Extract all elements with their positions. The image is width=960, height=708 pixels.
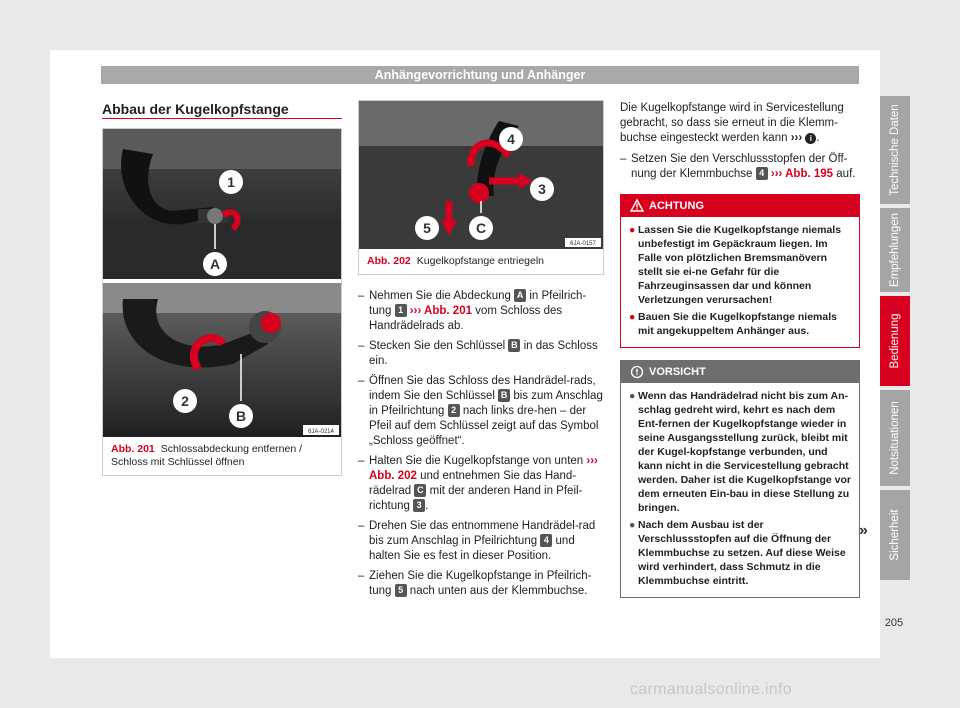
caution-item-2: ● Nach dem Ausbau ist der Verschlussstopfen auf die Öffnung der Klemmbuchse zu setzen. Auf diese Weise wird verhindert, dass Schmutz in die Klemmbuchse eintritt. xyxy=(629,519,846,587)
badge-3: 3 xyxy=(413,499,425,512)
figure-201-code: 6JA-0214 xyxy=(308,429,334,435)
figure-202-number: Abb. 202 xyxy=(367,255,411,267)
tab-bedienung[interactable]: Bedienung xyxy=(880,296,910,386)
caution-box xyxy=(620,360,860,598)
page-number: 205 xyxy=(884,617,904,629)
link-abb-202[interactable]: ››› Abb. 202 xyxy=(369,455,598,482)
badge-5: 5 xyxy=(395,584,407,597)
figure-201-caption xyxy=(103,437,341,475)
warning-header: ACHTUNG xyxy=(621,195,859,217)
column-right xyxy=(620,101,860,598)
link-abb-201[interactable]: ››› Abb. 201 xyxy=(409,305,472,317)
chapter-header: Anhängevorrichtung und Anhänger xyxy=(101,66,859,84)
badge-b: B xyxy=(508,339,520,352)
callout-c: C xyxy=(475,220,487,236)
badge-a: A xyxy=(514,289,526,302)
badge-1: 1 xyxy=(395,304,407,317)
caution-body xyxy=(621,383,859,597)
figure-202 xyxy=(358,100,604,275)
warning-triangle-icon xyxy=(630,195,644,225)
steps-list xyxy=(358,289,604,599)
callout-4: 4 xyxy=(507,131,515,147)
warning-item-2: ● Bauen Sie die Kugelkopfstange niemals mit angekuppeltem Anhänger aus. xyxy=(629,311,837,337)
watermark: carmanualsonline.info xyxy=(630,681,792,698)
callout-b: B xyxy=(235,408,247,424)
caution-item-1: ● Wenn das Handrädelrad nicht bis zum An-schlag gedreht wird, kehrt es nach dem Ent-fernen der Kugelkopfstange wieder in seine Ausgangsstellung zurück, bleibt mit der Kugel-kopfstange verbunden, und kann nicht in die Servicestellung gebracht werden. Daher ist die Kugelkopfstange vor dem erneuten Ein-bau in diese Stellung zu bringen. xyxy=(629,390,851,514)
figure-201 xyxy=(102,128,342,476)
figure-202-caption xyxy=(359,249,603,274)
tab-technische-daten[interactable]: Technische Daten xyxy=(880,96,910,204)
badge-b: B xyxy=(498,389,510,402)
tab-empfehlungen[interactable]: Empfehlungen xyxy=(880,208,910,292)
step-6: – Ziehen Sie die Kugelkopfstange in Pfeilrich-tung 5 nach unten aus der Klemmbuchse. xyxy=(358,570,592,597)
service-position-text: Die Kugelkopfstange wird in Servicestellung gebracht, so dass sie erneut in die Klemm-buchse eingesteckt werden kann ››› i . xyxy=(620,102,844,144)
warning-item-1: ● Lassen Sie die Kugelkopfstange niemals unbefestigt im Gepäckraum liegen. Im Falle von plötzlichen Bremsmanövern stellt sie ei-ne Gefahr für die Fahrzeuginsassen dar und können Verletzungen verursachen! xyxy=(629,224,842,306)
callout-2: 2 xyxy=(181,393,189,409)
figure-201-photo xyxy=(103,129,341,437)
column-middle xyxy=(358,100,604,604)
figure-202-photo xyxy=(359,101,603,249)
figure-201-caption-text: Schlossabdeckung entfernen / Schloss mit Schlüssel öffnen xyxy=(111,443,303,468)
continue-marker: » xyxy=(859,522,868,539)
step-1: – Nehmen Sie die Abdeckung A in Pfeilrich-tung 1 ››› Abb. 201 vom Schloss des Handrädelrads ab. xyxy=(358,290,587,332)
info-icon: i xyxy=(805,133,816,144)
badge-c: C xyxy=(414,484,426,497)
badge-4: 4 xyxy=(540,534,552,547)
callout-a: A xyxy=(209,256,221,272)
badge-2: 2 xyxy=(448,404,460,417)
callout-3: 3 xyxy=(538,181,546,197)
step-4: – Halten Sie die Kugelkopfstange von unten ››› Abb. 202 und entnehmen Sie das Hand-rädelrad C mit der anderen Hand in Pfeil-richtung 3 . xyxy=(358,455,598,512)
figure-202-caption-text: Kugelkopfstange entriegeln xyxy=(416,255,545,267)
caution-header: VORSICHT xyxy=(621,361,859,383)
figure-202-code: 6JA-0157 xyxy=(570,241,596,247)
tab-sicherheit[interactable]: Sicherheit xyxy=(880,490,910,580)
step-3: – Öffnen Sie das Schloss des Handrädel-rads, indem Sie den Schlüssel B bis zum Anschlag in Pfeilrichtung 2 nach links dre-hen – der Pfeil auf dem Schlüssel zeigt auf das Symbol „Schloss geöffnet“. xyxy=(358,375,603,447)
callout-5: 5 xyxy=(423,220,431,236)
figure-201-number: Abb. 201 xyxy=(111,443,155,455)
callout-1: 1 xyxy=(227,174,235,190)
section-rule xyxy=(102,118,342,119)
step-2: – Stecken Sie den Schlüssel B in das Schloss ein. xyxy=(358,340,598,367)
link-abb-195[interactable]: ››› Abb. 195 xyxy=(770,168,834,180)
step-plug: – Setzen Sie den Verschlussstopfen der Öff-nung der Klemmbuchse 4 ››› Abb. 195 auf. xyxy=(620,153,856,180)
link-arrow[interactable]: ››› xyxy=(790,132,803,144)
badge-4: 4 xyxy=(756,167,768,180)
step-5: – Drehen Sie das entnommene Handrädel-rad bis zum Anschlag in Pfeilrichtung 4 und halten Sie es fest in dieser Position. xyxy=(358,520,596,562)
warning-box xyxy=(620,194,860,348)
section-title: Abbau der Kugelkopfstange xyxy=(102,101,289,117)
caution-circle-icon xyxy=(630,361,644,391)
tab-notsituationen[interactable]: Notsituationen xyxy=(880,390,910,486)
warning-body xyxy=(621,217,859,347)
